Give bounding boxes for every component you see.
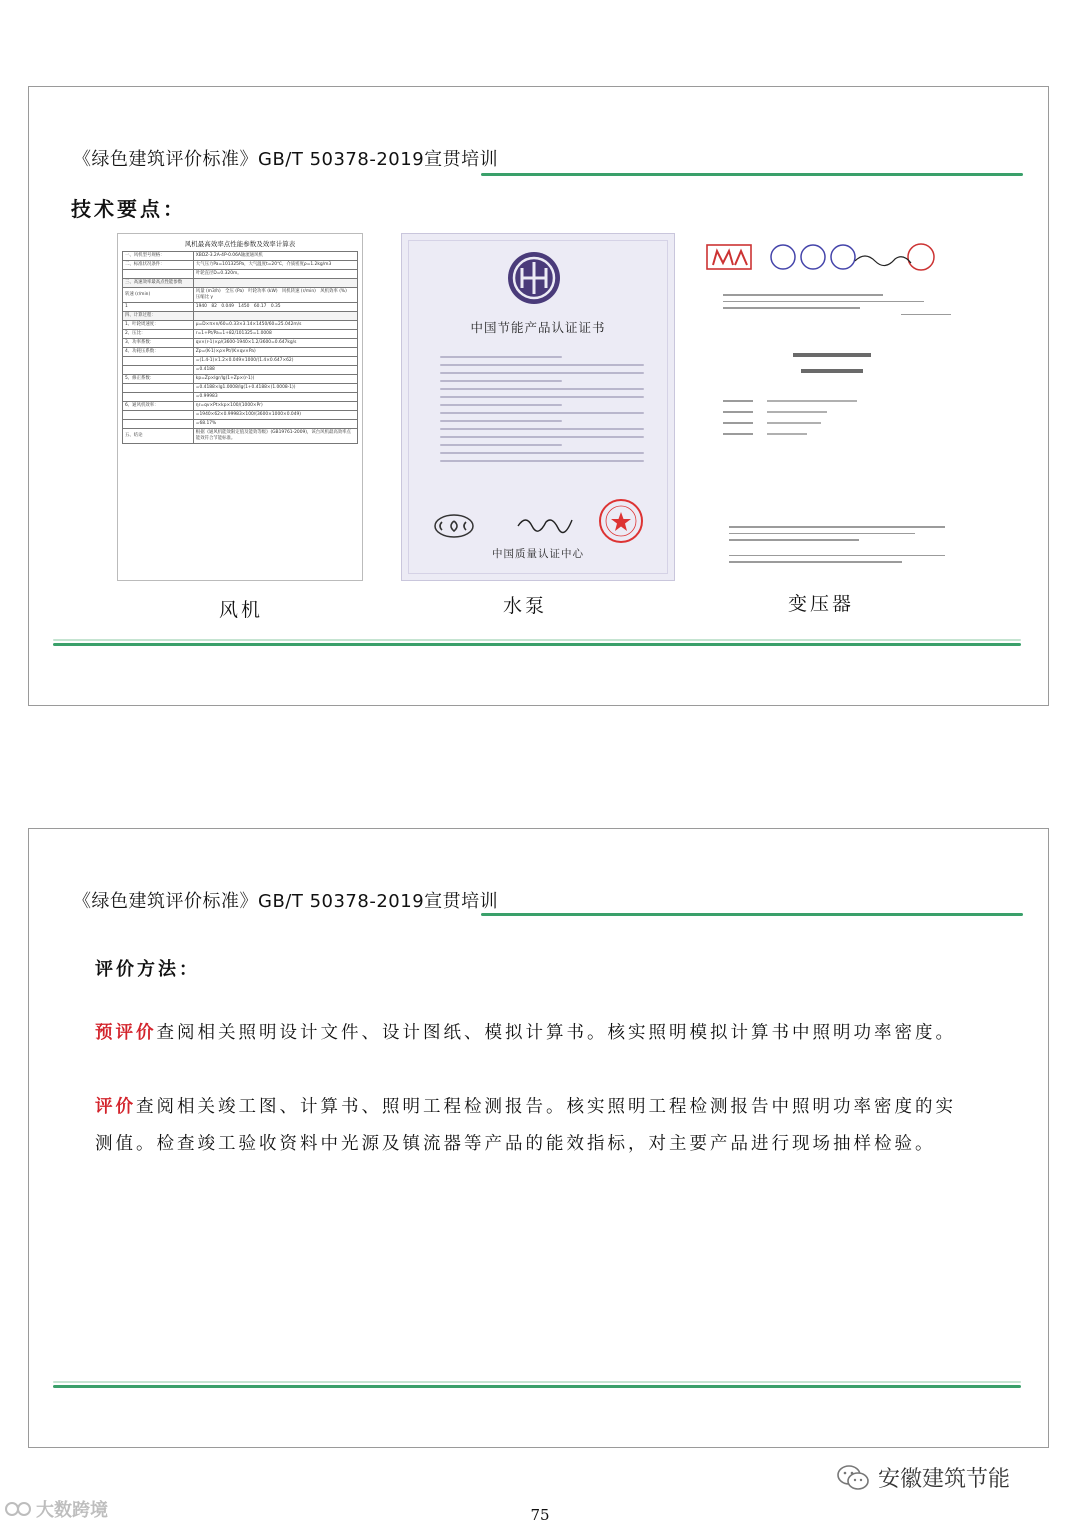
fan-table-value-cell: qv×(r-1)×ρ/(3600-1940×1.2/3600=0.647kg/s bbox=[193, 339, 357, 348]
energy-saving-certificate-document bbox=[401, 233, 675, 581]
fan-table-row bbox=[123, 330, 358, 339]
fan-table-value-cell bbox=[193, 312, 357, 321]
fan-table-value-cell: 大气压力Pa=101325Pa，大气温度t=20℃，介质密度ρ=1.2kg/m3 bbox=[193, 261, 357, 270]
watermark-left-text: 大数跨境 bbox=[36, 1500, 108, 1521]
fan-table-label-cell: 6、通风机效率： bbox=[123, 402, 194, 411]
fan-table-label-cell: 3、功率系数： bbox=[123, 339, 194, 348]
pre-evaluation-text: 查阅相关照明设计文件、设计图纸、模拟计算书。核实照明模拟计算书中照明功率密度。 bbox=[156, 1023, 956, 1043]
slide-evaluation-method bbox=[28, 828, 1049, 1448]
header-rule bbox=[481, 173, 1023, 176]
page-number: 75 bbox=[530, 1506, 550, 1524]
fan-table-label-cell: 五、结论 bbox=[123, 429, 194, 444]
fan-table-label-cell bbox=[123, 411, 194, 420]
certificate-body-text bbox=[440, 350, 644, 468]
fan-table-label-cell: 三、高速效率最高点性能参数 bbox=[123, 279, 194, 288]
fan-table-row bbox=[123, 288, 358, 303]
fan-table-value-cell: 叶轮直径D=0.320m。 bbox=[193, 270, 357, 279]
evaluation-text: 查阅相关竣工图、计算书、照明工程检测报告。核实照明工程检测报告中照明功率密度的实测值。检查竣工验收资料中光源及镇流器等产品的能效指标，对主要产品进行现场抽样检验。 bbox=[95, 1097, 956, 1154]
fan-table-value-cell bbox=[193, 279, 357, 288]
fan-table-value-cell: XBDZ-3.2A-4P-0.06A轴流通风机 bbox=[193, 252, 357, 261]
header-rule bbox=[481, 913, 1023, 916]
report-title-text-icon bbox=[785, 351, 879, 381]
fan-table-row bbox=[123, 429, 358, 444]
fan-table-row bbox=[123, 411, 358, 420]
fan-table-value-cell: =1940×62×0.99983×100/(3600×1000×0.049) bbox=[193, 411, 357, 420]
fan-table-label-cell: 1、叶轮周速度： bbox=[123, 321, 194, 330]
fan-table-label-cell: 四、计算过程： bbox=[123, 312, 194, 321]
fan-table-value-cell: =68.17% bbox=[193, 420, 357, 429]
course-title: 《绿色建筑评价标准》GB/T 50378-2019宣贯培训 bbox=[73, 891, 499, 912]
fan-table-label-cell: 5、修正系数： bbox=[123, 375, 194, 384]
caption-pump: 水泵 bbox=[502, 595, 547, 617]
fan-table-label-cell: 转速 (r/min) bbox=[123, 288, 194, 303]
fan-table-title: 风机最高效率点性能参数及效率计算表 bbox=[184, 240, 296, 248]
pre-evaluation-highlight: 预评价 bbox=[95, 1023, 157, 1043]
fan-table-label-cell: 1 bbox=[123, 303, 194, 312]
fan-table-label-cell bbox=[123, 270, 194, 279]
fan-table-label-cell bbox=[123, 384, 194, 393]
fan-table-row bbox=[123, 279, 358, 288]
caption-transformer: 变压器 bbox=[787, 593, 854, 615]
fan-table bbox=[122, 251, 358, 444]
transformer-test-report-document bbox=[699, 233, 965, 581]
footer-rule-shadow bbox=[53, 639, 1021, 641]
fan-table-label-cell: 二、标准状况条件： bbox=[123, 261, 194, 270]
report-header-logos-icon bbox=[705, 241, 955, 281]
fan-table-value-cell: =0.4188×lg1.0008/lg(1+0.4188×(1.0008-1)) bbox=[193, 384, 357, 393]
fan-table-label-cell bbox=[123, 393, 194, 402]
fan-table-value-cell: =0.4188 bbox=[193, 366, 357, 375]
signature-icon bbox=[514, 512, 574, 534]
fan-table-row bbox=[123, 303, 358, 312]
report-lab-info bbox=[723, 289, 951, 320]
report-fields bbox=[723, 391, 945, 444]
fan-table-row bbox=[123, 348, 358, 357]
wechat-account-watermark bbox=[836, 1462, 1010, 1493]
wechat-account-name: 安徽建筑节能 bbox=[878, 1467, 1011, 1492]
fan-table-row bbox=[123, 357, 358, 366]
certificate-title: 中国节能产品认证证书 bbox=[470, 320, 606, 335]
slide-technical-points bbox=[28, 86, 1049, 706]
fan-table-row bbox=[123, 384, 358, 393]
fan-table-row bbox=[123, 393, 358, 402]
cqc-logo-icon bbox=[434, 514, 474, 538]
course-title: 《绿色建筑评价标准》GB/T 50378-2019宣贯培训 bbox=[73, 149, 499, 170]
footer-rule-shadow bbox=[53, 1381, 1021, 1383]
section-label: 技术要点： bbox=[71, 197, 186, 221]
fan-table-label-cell: 4、功耗压系数： bbox=[123, 348, 194, 357]
fan-table-row bbox=[123, 312, 358, 321]
fan-table-row bbox=[123, 339, 358, 348]
fan-table-value-cell: 1940 82 0.049 1450 60.17 0.35 bbox=[193, 303, 357, 312]
fan-table-value-cell: ηr=qv×Pt×kp×100/(1000×Pr) bbox=[193, 402, 357, 411]
caption-fan: 风机 bbox=[218, 599, 263, 621]
fan-table-row bbox=[123, 321, 358, 330]
fan-table-value-cell: Zp=(K-1)×ρ×Pt/(K×qv×Pa) bbox=[193, 348, 357, 357]
fan-table-value-cell: =0.99983 bbox=[193, 393, 357, 402]
wechat-icon bbox=[836, 1463, 870, 1493]
fan-table-value-cell: kp=Zp×lgr/lg(1+Zp×(r-1)) bbox=[193, 375, 357, 384]
fan-table-value-cell: 风量 (m3/h) 全压 (Pa) 叶轮功率 (kW) 风机转速 (r/min) 风机效率 (%) 压缩比 γ bbox=[193, 288, 357, 303]
fan-table-label-cell bbox=[123, 420, 194, 429]
fan-table-label-cell bbox=[123, 366, 194, 375]
fan-table-label-cell: 一、风机型号规格： bbox=[123, 252, 194, 261]
footer-rule bbox=[53, 1385, 1021, 1388]
fan-table-row bbox=[123, 402, 358, 411]
footer-rule bbox=[53, 643, 1021, 646]
evaluation-highlight: 评价 bbox=[95, 1097, 136, 1117]
fan-table-label-cell: 2、压比： bbox=[123, 330, 194, 339]
fan-table-row bbox=[123, 252, 358, 261]
fan-table-row bbox=[123, 270, 358, 279]
official-seal-icon bbox=[598, 498, 644, 544]
fan-table-value-cell: 根据《通风机能效限定值及能效等级》(GB19761-2009)，该台风机最高效率点能效符合节能标准。 bbox=[193, 429, 357, 444]
section-label: 评价方法： bbox=[95, 959, 200, 980]
pre-evaluation-paragraph bbox=[95, 1015, 975, 1052]
fan-table-label-cell bbox=[123, 357, 194, 366]
fan-table-value-cell: μ=D×π×n/60=0.33×3.14×1450/60=25.042m/s bbox=[193, 321, 357, 330]
energy-saving-logo-icon bbox=[506, 250, 562, 306]
fan-table-row bbox=[123, 375, 358, 384]
fan-table-value-cell: =(1.4-1)×1.2×0.049×1000/(1.4×0.647×62) bbox=[193, 357, 357, 366]
fan-table-row bbox=[123, 420, 358, 429]
fan-table-value-cell: r=1+Pt/Pa=1+82/101325=1.0008 bbox=[193, 330, 357, 339]
certificate-issuer: 中国质量认证中心 bbox=[492, 548, 584, 560]
report-footer-notes bbox=[729, 521, 945, 568]
fan-table-row bbox=[123, 366, 358, 375]
fan-table-row bbox=[123, 261, 358, 270]
evaluation-paragraph bbox=[95, 1089, 975, 1163]
fan-efficiency-table-document bbox=[117, 233, 363, 581]
